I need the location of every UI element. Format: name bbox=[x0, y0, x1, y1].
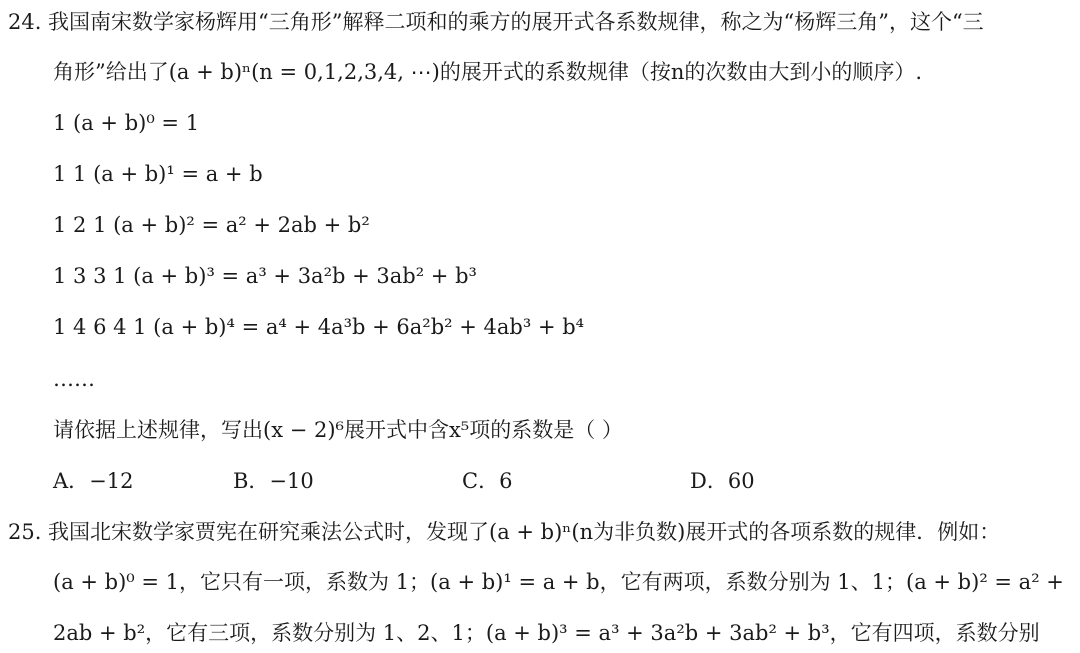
q24-intro-text-1: 我国南宋数学家杨辉用“三角形”解释二项和的乘方的展开式各系数规律，称之为“杨辉三角”，这个“三 bbox=[48, 10, 984, 34]
ellipsis: …… bbox=[53, 367, 95, 391]
option-d: D．60 bbox=[690, 469, 755, 493]
q25-text-2: (a + b)⁰ = 1，它只有一项，系数为 1；(a + b)¹ = a + b，它有两项，系数分别为 1、1；(a + b)² = a² + bbox=[53, 570, 1064, 594]
option-b: B．−10 bbox=[233, 469, 314, 493]
q24-intro-text-2: 角形”给出了(a + b)ⁿ(n = 0,1,2,3,4, ⋯)的展开式的系数规律（按n的次数由大到小的顺序）. bbox=[53, 60, 923, 84]
q24-line-1 bbox=[8, 7, 984, 37]
pascal-row-1: 1 1 (a + b)¹ = a + b bbox=[53, 162, 263, 186]
q25-text-1: 我国北宋数学家贾宪在研究乘法公式时，发现了(a + b)ⁿ(n为非负数)展开式的各项系数的规律．例如： bbox=[48, 520, 1001, 544]
option-a: A．−12 bbox=[53, 469, 134, 493]
q25-number: 25. bbox=[8, 520, 42, 544]
pascal-row-2: 1 2 1 (a + b)² = a² + 2ab + b² bbox=[53, 213, 370, 237]
pascal-row-4: 1 4 6 4 1 (a + b)⁴ = a⁴ + 4a³b + 6a²b² + 4ab³ + b⁴ bbox=[53, 315, 585, 339]
pascal-row-3: 1 3 3 1 (a + b)³ = a³ + 3a²b + 3ab² + b³ bbox=[53, 264, 477, 288]
q24-number: 24. bbox=[8, 10, 42, 34]
q25-text-3: 2ab + b²，它有三项，系数分别为 1、2、1；(a + b)³ = a³ + 3a²b + 3ab² + b³，它有四项，系数分别 bbox=[53, 621, 1040, 645]
option-c: C．6 bbox=[462, 469, 513, 493]
pascal-row-0: 1 (a + b)⁰ = 1 bbox=[53, 111, 200, 135]
q24-question: 请依据上述规律，写出(x − 2)⁶展开式中含x⁵项的系数是（ ） bbox=[53, 418, 623, 442]
q25-line-1 bbox=[8, 517, 1000, 547]
